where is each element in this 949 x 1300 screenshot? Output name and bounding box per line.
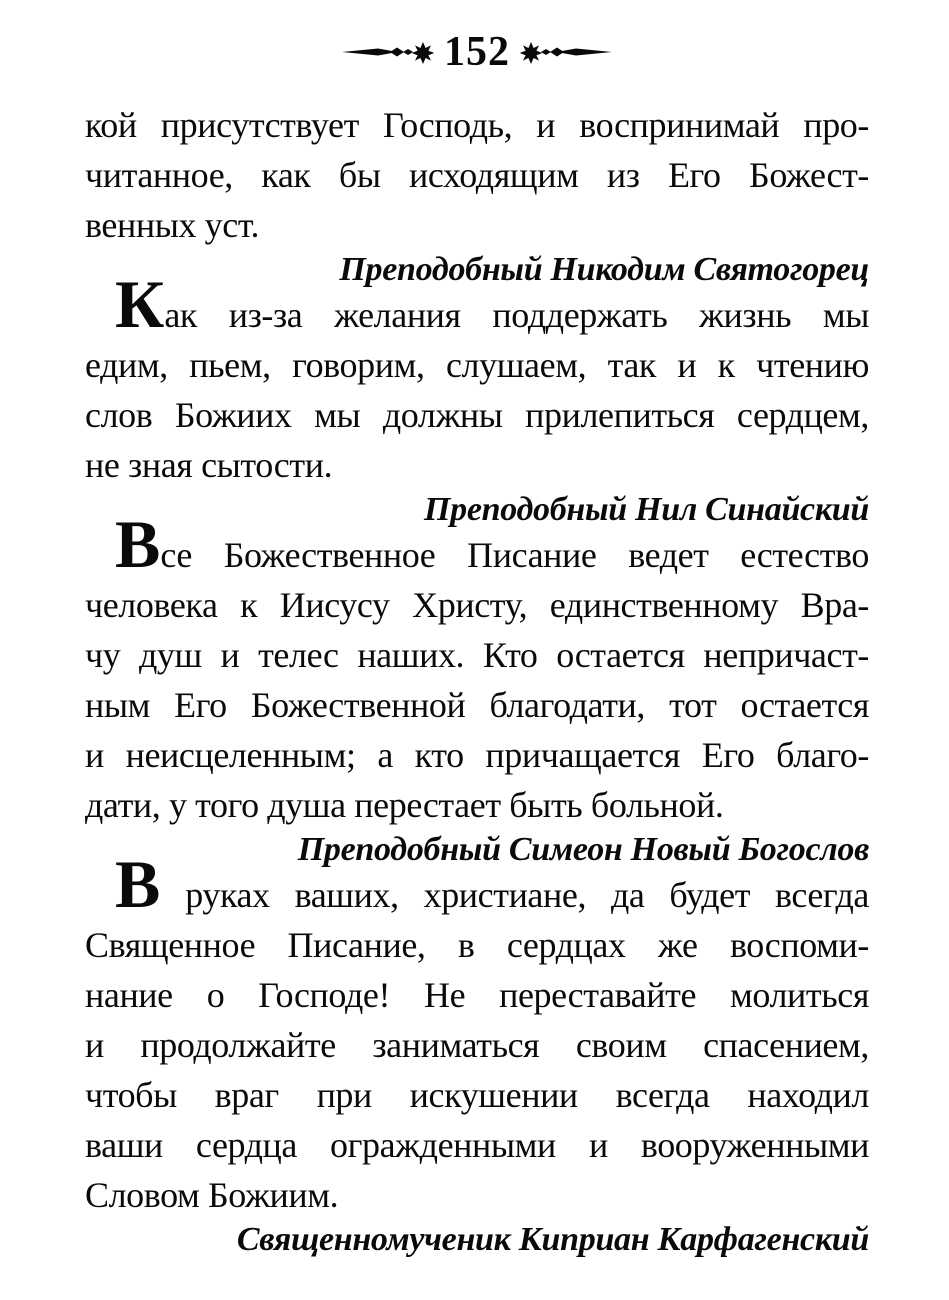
text-line: Священное Писание, в сердцах же воспоми-	[85, 925, 869, 965]
quote-block	[85, 100, 869, 290]
text-line: чу душ и телес наших. Кто остается непричаст-	[85, 635, 869, 675]
text-line: слов Божиих мы должны прилепиться сердцем,	[85, 395, 869, 435]
text-line: чтобы враг при искушении всегда находил	[85, 1075, 869, 1115]
text-line: ваши сердца огражденными и вооруженными	[85, 1125, 869, 1165]
text-line: венных уст.	[85, 205, 260, 245]
text-line: дати, у того душа перестает быть больной.	[85, 785, 724, 825]
quote-attribution: Преподобный Никодим Святогорец	[339, 251, 869, 288]
drop-cap-initial: В	[115, 846, 160, 922]
text-line-rest: ак из-за желания поддержать жизнь мы	[164, 295, 869, 335]
text-line-rest: се Божественное Писание ведет естество	[160, 535, 869, 575]
page-header	[85, 30, 869, 74]
text-line: нание о Господе! Не переставайте молиться	[85, 975, 869, 1015]
page-text	[85, 100, 869, 1260]
drop-cap-initial: К	[115, 266, 164, 342]
text-line: не зная сытости.	[85, 445, 333, 485]
text-line-rest: руках ваших, христиане, да будет всегда	[160, 875, 869, 915]
text-line: ным Его Божественной благодати, тот остается	[85, 685, 869, 725]
text-line: кой присутствует Господь, и воспринимай про-	[85, 105, 869, 145]
text-line: Словом Божиим.	[85, 1175, 339, 1215]
drop-cap-initial: В	[115, 506, 160, 582]
header-flourish-right-icon	[520, 40, 612, 64]
text-line: читанное, как бы исходящим из Его Божест-	[85, 155, 869, 195]
text-line: едим, пьем, говорим, слушаем, так и к чтению	[85, 345, 869, 385]
header-flourish-left-icon	[342, 40, 434, 64]
quote-attribution: Священномученик Киприан Карфагенский	[236, 1221, 869, 1258]
quote-attribution: Преподобный Нил Синайский	[423, 491, 869, 528]
text-line: и продолжайте заниматься своим спасением,	[85, 1025, 869, 1065]
page-number: 152	[444, 29, 510, 75]
text-line: человека к Иисусу Христу, единственному Вра-	[85, 585, 869, 625]
text-line: и неисцеленным; а кто причащается Его благо-	[85, 735, 869, 775]
quote-attribution: Преподобный Симеон Новый Богослов	[297, 831, 869, 868]
